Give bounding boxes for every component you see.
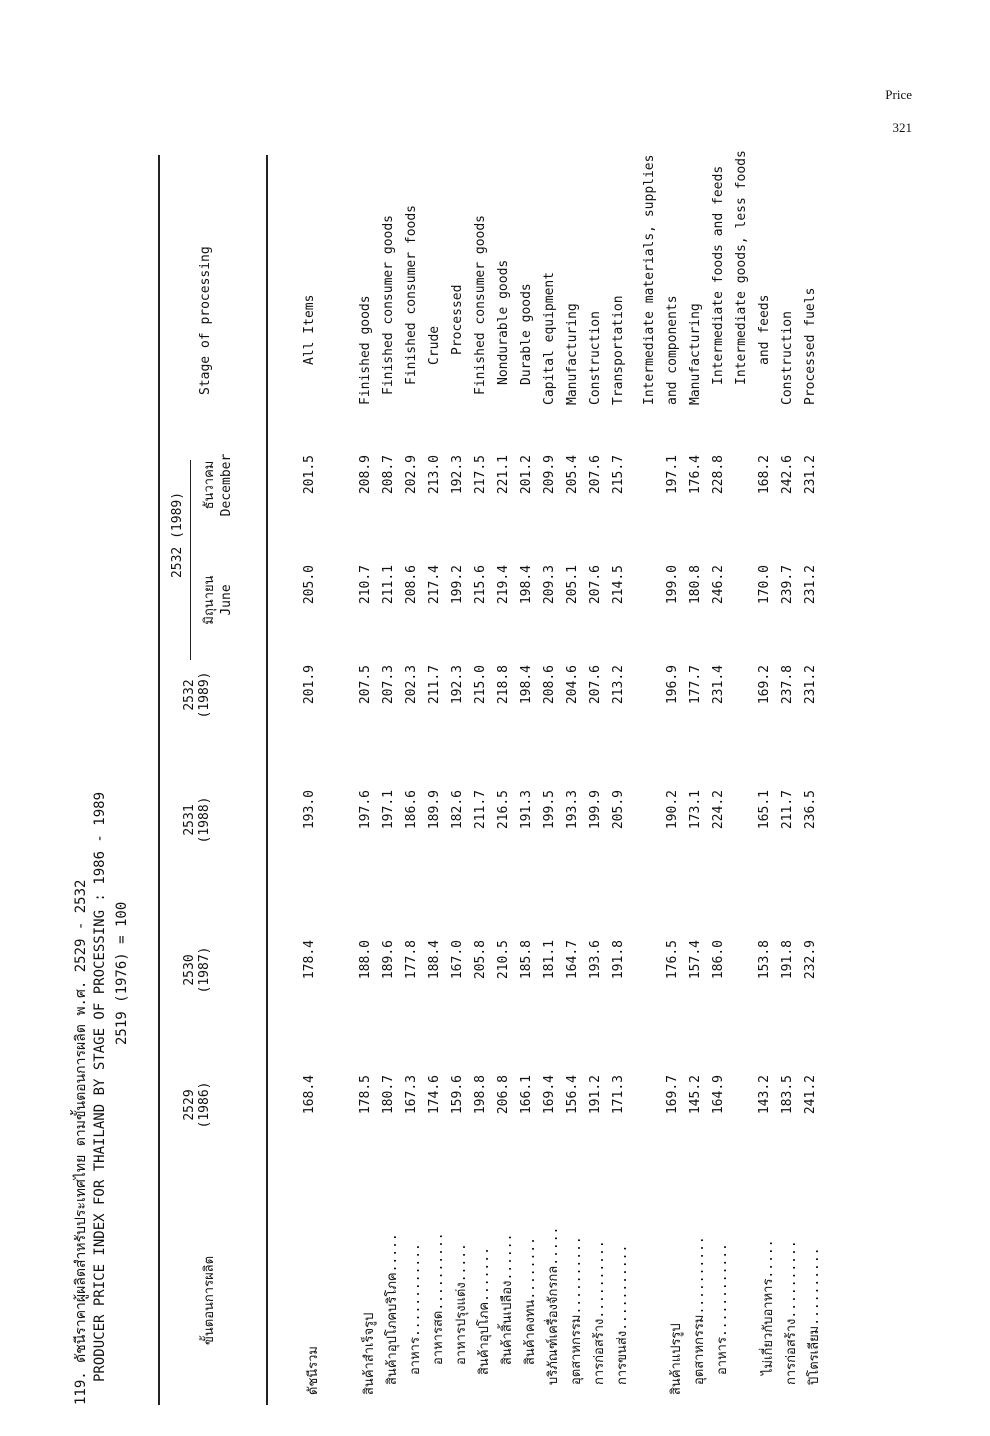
cell-value: 214.5	[611, 565, 626, 605]
row-label-thai: อาหาร............	[715, 1243, 730, 1375]
cell-value: 237.8	[780, 665, 795, 705]
group-sub-rule	[190, 460, 191, 660]
row-label-thai: การขนส่ง...........	[615, 1244, 630, 1385]
cell-value: 202.9	[404, 455, 419, 495]
table-row	[381, 155, 405, 1405]
table-row	[542, 155, 566, 1405]
cell-value: 178.5	[358, 1075, 373, 1115]
page-section-label: Price	[885, 87, 912, 102]
row-label-thai: การก่อสร้าง..........	[784, 1240, 799, 1385]
row-label-thai: การก่อสร้าง..........	[592, 1240, 607, 1385]
row-label-thai: บริภัณฑ์เครื่องจักรกล.....	[546, 1226, 561, 1385]
row-label-english: Intermediate materials, supplies	[642, 154, 657, 405]
table-row	[404, 155, 428, 1405]
cell-value: 207.3	[381, 665, 396, 705]
cell-value: 205.1	[565, 565, 580, 605]
col-header-december: ธันวาคม December	[202, 453, 234, 517]
cell-value: 186.6	[404, 790, 419, 830]
row-label-thai: สินค้าคงทน........	[523, 1237, 538, 1365]
cell-value: 205.0	[302, 565, 317, 605]
table-row	[611, 155, 635, 1405]
col-group-header-2532: 2532 (1989)	[170, 491, 185, 579]
row-label-english: Intermediate foods and feeds	[711, 165, 726, 385]
row-label-thai: ดัชนีรวม	[306, 1345, 321, 1395]
col-header-june: มิถุนายน June	[202, 575, 234, 625]
cell-value: 173.1	[688, 790, 703, 830]
cell-value: 208.6	[404, 565, 419, 605]
table-row	[565, 155, 589, 1405]
cell-value: 207.5	[358, 665, 373, 705]
cell-value: 198.4	[519, 565, 534, 605]
cell-value: 182.6	[450, 790, 465, 830]
row-label-english: Construction	[780, 311, 795, 405]
cell-value: 186.0	[711, 940, 726, 980]
cell-value: 167.0	[450, 940, 465, 980]
row-label-english: Finished consumer goods	[473, 214, 488, 395]
cell-value: 224.2	[711, 790, 726, 830]
cell-value: 193.6	[588, 940, 603, 980]
cell-value: 159.6	[450, 1075, 465, 1115]
cell-value: 206.8	[496, 1075, 511, 1115]
col-header-2530: 2530 (1987)	[182, 946, 212, 994]
cell-value: 205.4	[565, 455, 580, 495]
cell-value: 181.1	[542, 940, 557, 980]
row-label-english: Manufacturing	[565, 303, 580, 405]
cell-value: 145.2	[688, 1075, 703, 1115]
row-label-thai: สินค้าอุปโภคบริโภค.....	[385, 1233, 400, 1385]
cell-value: 208.6	[542, 665, 557, 705]
row-label-thai: สินค้าสำเร็จรูป	[362, 1312, 377, 1395]
header-rule	[266, 155, 268, 1405]
cell-value: 199.0	[665, 565, 680, 605]
cell-value: 213.0	[427, 455, 442, 495]
cell-value: 193.3	[565, 790, 580, 830]
cell-value: 215.6	[473, 565, 488, 605]
col-header-stage-thai: ขั้นตอนการผลิต	[202, 1255, 217, 1345]
row-label-english: and components	[665, 295, 680, 405]
cell-value: 209.9	[542, 455, 557, 495]
cell-value: 180.8	[688, 565, 703, 605]
cell-value: 169.4	[542, 1075, 557, 1115]
cell-value: 205.9	[611, 790, 626, 830]
cell-value: 174.6	[427, 1075, 442, 1115]
row-label-thai: อาหารสด..........	[431, 1232, 446, 1365]
table-title-thai: 119. ดัชนีราคาผู้ผลิตสำหรับประเทศไทย ตามขั้นตอนการผลิต พ.ศ. 2529 - 2532	[73, 879, 89, 1405]
cell-value: 185.8	[519, 940, 534, 980]
cell-value: 208.7	[381, 455, 396, 495]
cell-value: 218.8	[496, 665, 511, 705]
row-label-english: Durable goods	[519, 283, 534, 385]
cell-value: 178.4	[302, 940, 317, 980]
top-rule	[158, 155, 160, 1405]
cell-value: 188.4	[427, 940, 442, 980]
table-row	[642, 155, 666, 1405]
cell-value: 211.1	[381, 565, 396, 605]
cell-value: 199.5	[542, 790, 557, 830]
cell-value: 211.7	[473, 790, 488, 830]
cell-value: 180.7	[381, 1075, 396, 1115]
cell-value: 191.8	[611, 940, 626, 980]
cell-value: 168.2	[757, 455, 772, 495]
cell-value: 167.3	[404, 1075, 419, 1115]
row-label-english: Finished consumer goods	[381, 214, 396, 395]
col-header-stage-english: Stage of processing	[198, 246, 213, 395]
cell-value: 157.4	[688, 940, 703, 980]
table-row	[302, 155, 326, 1405]
cell-value: 246.2	[711, 565, 726, 605]
row-label-english: Intermediate goods, less foods	[734, 150, 749, 385]
cell-value: 221.1	[496, 455, 511, 495]
table-row	[427, 155, 451, 1405]
cell-value: 196.9	[665, 665, 680, 705]
cell-value: 143.2	[757, 1075, 772, 1115]
cell-value: 197.1	[665, 455, 680, 495]
cell-value: 191.2	[588, 1075, 603, 1115]
row-label-thai: ปิโตรเลียม..........	[807, 1247, 822, 1385]
cell-value: 239.7	[780, 565, 795, 605]
cell-value: 241.2	[803, 1075, 818, 1115]
cell-value: 177.8	[404, 940, 419, 980]
cell-value: 208.9	[358, 455, 373, 495]
cell-value: 171.3	[611, 1075, 626, 1115]
table-row	[496, 155, 520, 1405]
cell-value: 242.6	[780, 455, 795, 495]
cell-value: 166.1	[519, 1075, 534, 1115]
cell-value: 207.6	[588, 665, 603, 705]
cell-value: 188.0	[358, 940, 373, 980]
cell-value: 199.2	[450, 565, 465, 605]
cell-value: 213.2	[611, 665, 626, 705]
row-label-english: All Items	[302, 294, 317, 365]
col-header-2531: 2531 (1988)	[182, 796, 212, 844]
cell-value: 205.8	[473, 940, 488, 980]
cell-value: 177.7	[688, 665, 703, 705]
table-row	[803, 155, 827, 1405]
row-label-thai: อุตสาหกรรม..........	[569, 1236, 584, 1385]
row-label-thai: อาหารปรุงแต่ง.....	[454, 1243, 469, 1365]
cell-value: 192.3	[450, 455, 465, 495]
rotated-table-page	[70, 105, 950, 1405]
cell-value: 176.4	[688, 455, 703, 495]
row-label-english: Finished consumer foods	[404, 204, 419, 385]
row-label-thai: สินค้าสิ้นเปลือง......	[500, 1233, 515, 1365]
cell-value: 164.9	[711, 1075, 726, 1115]
cell-value: 209.3	[542, 565, 557, 605]
cell-value: 191.3	[519, 790, 534, 830]
row-label-english: and feeds	[757, 294, 772, 365]
cell-value: 164.7	[565, 940, 580, 980]
cell-value: 231.2	[803, 455, 818, 495]
cell-value: 192.3	[450, 665, 465, 705]
page-number: 321	[892, 120, 912, 135]
table-row	[473, 155, 497, 1405]
cell-value: 202.3	[404, 665, 419, 705]
col-header-2532: 2532 (1989)	[182, 671, 212, 719]
table-row	[757, 155, 781, 1405]
cell-value: 211.7	[780, 790, 795, 830]
cell-value: 170.0	[757, 565, 772, 605]
row-label-english: Crude	[427, 325, 442, 365]
cell-value: 217.4	[427, 565, 442, 605]
row-label-thai: ไม่เกี่ยวกับอาหาร.....	[761, 1239, 776, 1375]
row-label-english: Manufacturing	[688, 303, 703, 405]
cell-value: 168.4	[302, 1075, 317, 1115]
table-row	[734, 150, 758, 1405]
cell-value: 201.2	[519, 455, 534, 495]
cell-value: 183.5	[780, 1075, 795, 1115]
table-title-english: PRODUCER PRICE INDEX FOR THAILAND BY STAGE OF PROCESSING : 1986 - 1989	[92, 791, 108, 1382]
row-label-english: Processed fuels	[803, 287, 818, 405]
table-row	[358, 155, 382, 1405]
cell-value: 231.2	[803, 565, 818, 605]
row-label-thai: อุตสาหกรรม..........	[692, 1236, 707, 1385]
cell-value: 197.1	[381, 790, 396, 830]
cell-value: 190.2	[665, 790, 680, 830]
cell-value: 199.9	[588, 790, 603, 830]
cell-value: 189.6	[381, 940, 396, 980]
row-label-thai: สินค้าอุปโภค.......	[477, 1247, 492, 1375]
cell-value: 198.4	[519, 665, 534, 705]
row-label-english: Capital equipment	[542, 271, 557, 405]
cell-value: 216.5	[496, 790, 511, 830]
cell-value: 207.6	[588, 565, 603, 605]
table-row	[711, 155, 735, 1405]
cell-value: 193.0	[302, 790, 317, 830]
table-row	[688, 155, 712, 1405]
row-label-english: Processed	[450, 284, 465, 355]
row-label-english: Finished goods	[358, 295, 373, 405]
table-row	[519, 155, 543, 1405]
cell-value: 215.7	[611, 455, 626, 495]
cell-value: 231.4	[711, 665, 726, 705]
table-row	[450, 155, 474, 1405]
cell-value: 204.6	[565, 665, 580, 705]
cell-value: 217.5	[473, 455, 488, 495]
cell-value: 231.2	[803, 665, 818, 705]
cell-value: 210.7	[358, 565, 373, 605]
row-label-thai: สินค้าแปรรูป	[669, 1323, 684, 1395]
cell-value: 236.5	[803, 790, 818, 830]
cell-value: 198.8	[473, 1075, 488, 1115]
cell-value: 189.9	[427, 790, 442, 830]
cell-value: 232.9	[803, 940, 818, 980]
table-row	[588, 155, 612, 1405]
table-row	[665, 155, 689, 1405]
cell-value: 211.7	[427, 665, 442, 705]
row-label-english: Transportation	[611, 295, 626, 405]
cell-value: 169.7	[665, 1075, 680, 1115]
cell-value: 210.5	[496, 940, 511, 980]
cell-value: 228.8	[711, 455, 726, 495]
table-row	[780, 155, 804, 1405]
cell-value: 191.8	[780, 940, 795, 980]
cell-value: 207.6	[588, 455, 603, 495]
cell-value: 176.5	[665, 940, 680, 980]
cell-value: 156.4	[565, 1075, 580, 1115]
row-label-english: Construction	[588, 311, 603, 405]
cell-value: 201.5	[302, 455, 317, 495]
row-label-english: Nondurable goods	[496, 259, 511, 385]
table-base-year: 2519 (1976) = 100	[114, 901, 130, 1045]
cell-value: 153.8	[757, 940, 772, 980]
cell-value: 201.9	[302, 665, 317, 705]
row-label-thai: อาหาร............	[408, 1243, 423, 1375]
cell-value: 197.6	[358, 790, 373, 830]
col-header-2529: 2529 (1986)	[182, 1081, 212, 1129]
cell-value: 169.2	[757, 665, 772, 705]
cell-value: 215.0	[473, 665, 488, 705]
cell-value: 165.1	[757, 790, 772, 830]
cell-value: 219.4	[496, 565, 511, 605]
